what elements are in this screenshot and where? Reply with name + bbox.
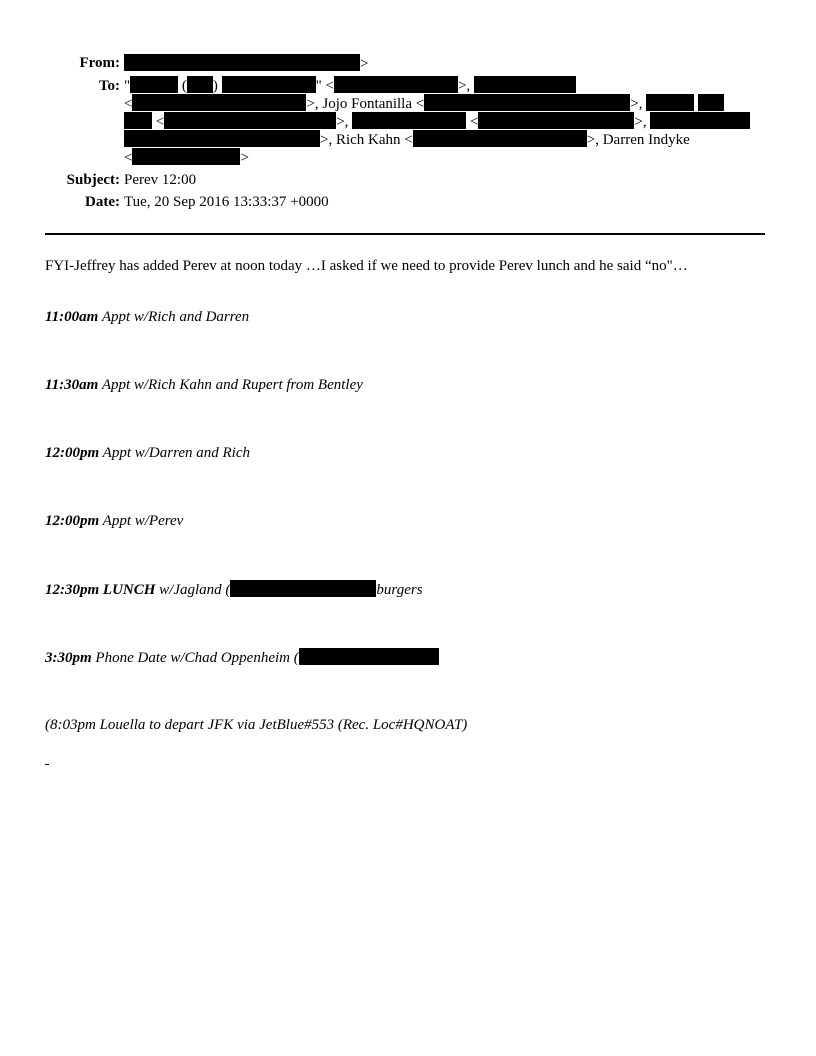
redaction [299,648,439,665]
date-value: Tue, 20 Sep 2016 13:33:37 +0000 [124,194,329,210]
schedule-item [45,376,363,395]
schedule-item [45,512,183,531]
schedule-text: Appt w/Rich Kahn and Rupert from Bentley [98,377,363,393]
to-label: To: [98,78,120,94]
schedule-item [45,648,439,668]
redaction [646,94,694,111]
schedule-time: 12:00pm [45,513,100,529]
redaction [230,580,376,597]
schedule-time: 11:30am [45,377,99,393]
schedule-text: Appt w/Darren and Rich [99,445,250,461]
redaction [124,130,320,147]
from-label: From: [79,55,120,71]
schedule-item [45,580,423,600]
schedule-text: Phone Date w/Chad Oppenheim ( [91,650,299,666]
to-line-4: >, Rich Kahn < >, Darren Indyke [124,130,690,150]
intro-text: FYI-Jeffrey has added Perev at noon today …I asked if we need to provide Perev lunch and he said “no"… [45,258,688,274]
redaction [474,76,576,93]
redaction [650,112,750,129]
redaction [413,130,587,147]
schedule-text: Appt w/Perev [99,513,184,529]
redaction [187,76,213,93]
redaction [124,112,152,129]
schedule-item [45,444,250,463]
to-line-3: < >, < >, [124,112,750,132]
to-line-5: < > [124,150,249,166]
cursor-mark [45,764,49,765]
redaction [130,76,178,93]
date-label: Date: [85,194,120,210]
redaction [132,148,240,165]
redaction [478,112,634,129]
from-value: > [124,54,368,74]
to-line-1: " ( ) " < >, [124,76,576,96]
schedule-text: w/Jagland ( [155,582,231,598]
redaction [124,54,360,71]
subject-value: Perev 12:00 [124,172,197,188]
to-line-2: < >, Jojo Fontanilla < >, [124,94,724,114]
header-divider [45,233,765,235]
redaction [132,94,306,111]
redaction [164,112,336,129]
schedule-text-after: burgers [376,582,423,598]
schedule-time: 12:30pm LUNCH [45,582,156,598]
redaction [334,76,458,93]
schedule-text: Appt w/Rich and Darren [98,309,250,325]
subject-label: Subject: [66,172,120,188]
schedule-time: 12:00pm [45,445,100,461]
redaction [222,76,316,93]
redaction [352,112,466,129]
schedule-item [45,308,249,327]
redaction [424,94,630,111]
footer-line: (8:03pm Louella to depart JFK via JetBlue#553 (Rec. Loc#HQNOAT) [45,717,468,733]
schedule-time: 11:00am [45,309,99,325]
redaction [698,94,724,111]
schedule-time: 3:30pm [45,650,92,666]
